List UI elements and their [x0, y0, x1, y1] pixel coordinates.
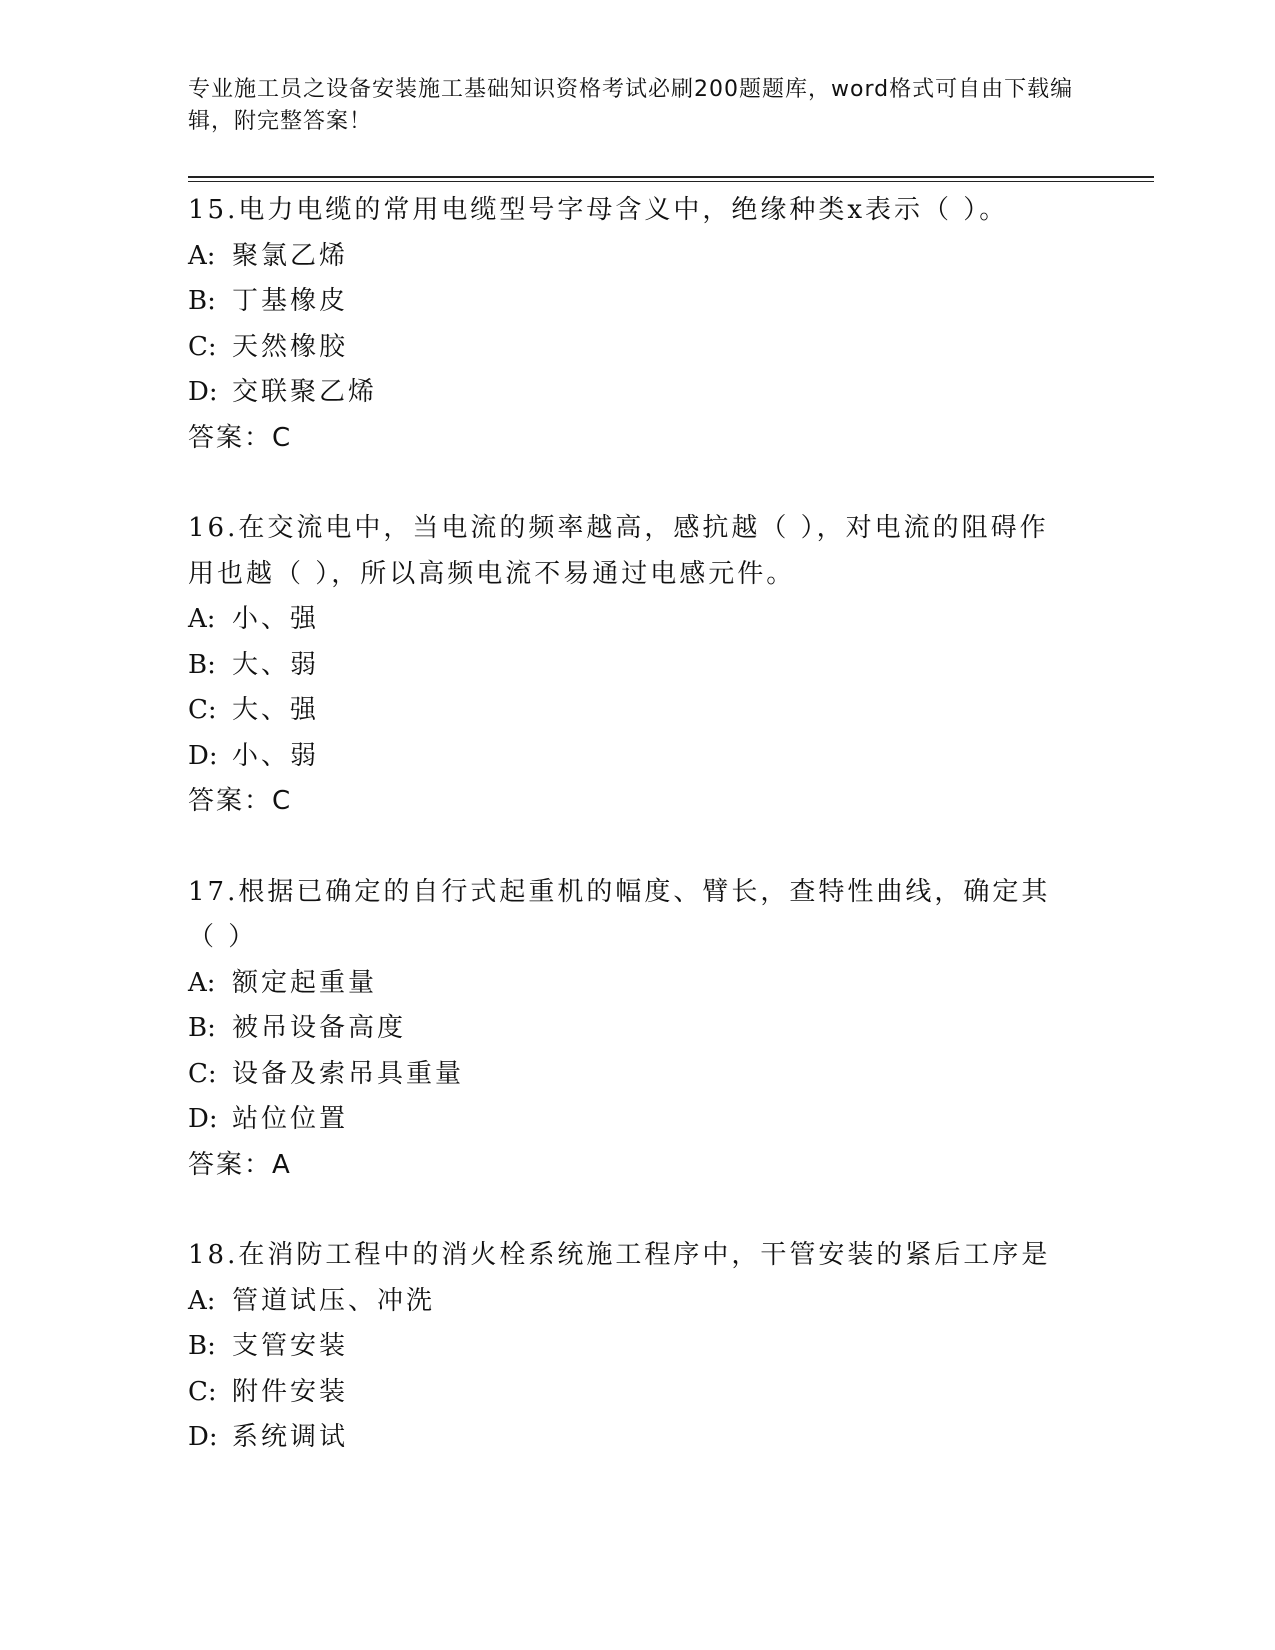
question-stem: 15.电力电缆的常用电缆型号字母含义中，绝缘种类x表示（ ）。 [188, 195, 1009, 225]
option-d [188, 734, 1068, 780]
answer-line: 答案：A [188, 1149, 292, 1180]
option-letter: A: [188, 967, 216, 998]
option-c [188, 688, 1068, 734]
option-text: 聚氯乙烯 [232, 240, 349, 271]
option-d [188, 370, 1068, 416]
question-spacer [188, 461, 1068, 506]
option-letter: C: [188, 1058, 217, 1089]
option-letter: D: [188, 740, 218, 771]
option-text: 额定起重量 [232, 967, 378, 998]
question-stem: 17.根据已确定的自行式起重机的幅度、臂长，查特性曲线，确定其（ ） [188, 876, 1051, 952]
option-text: 大、弱 [232, 649, 320, 680]
option-text: 天然橡胶 [232, 331, 349, 362]
question-stem: 18.在消防工程中的消火栓系统施工程序中，干管安装的紧后工序是 [188, 1240, 1051, 1270]
option-text: 附件安装 [232, 1376, 349, 1407]
option-letter: D: [188, 1422, 218, 1452]
option-d [188, 1415, 1068, 1461]
option-text: 小、强 [232, 604, 320, 634]
question-list [188, 188, 1068, 1461]
option-text: 小、弱 [232, 740, 320, 771]
option-letter: B: [188, 1331, 216, 1361]
option-text: 丁基橡皮 [232, 286, 349, 316]
option-letter: B: [188, 649, 216, 680]
question-spacer [188, 1188, 1068, 1233]
option-c [188, 1052, 1068, 1098]
option-b [188, 1324, 1068, 1370]
option-text: 系统调试 [232, 1422, 349, 1452]
option-letter: B: [188, 286, 216, 316]
option-letter: C: [188, 695, 217, 725]
option-letter: D: [188, 1104, 218, 1134]
option-letter: C: [188, 331, 217, 362]
answer-line: 答案：C [188, 422, 293, 453]
option-letter: B: [188, 1013, 216, 1043]
option-letter: C: [188, 1376, 217, 1407]
option-a [188, 961, 1068, 1007]
option-letter: D: [188, 377, 218, 407]
option-a [188, 234, 1068, 280]
option-letter: A: [188, 1285, 216, 1316]
question-18 [188, 1233, 1068, 1461]
option-b [188, 643, 1068, 689]
option-text: 设备及索吊具重量 [232, 1058, 465, 1089]
option-d [188, 1097, 1068, 1143]
answer-line: 答案：C [188, 786, 293, 816]
option-text: 管道试压、冲洗 [232, 1285, 436, 1316]
header-divider-thin [188, 181, 1154, 182]
option-c [188, 1370, 1068, 1416]
option-text: 站位位置 [232, 1104, 349, 1134]
header-divider-thick [188, 176, 1154, 178]
question-spacer [188, 825, 1068, 870]
question-16 [188, 506, 1068, 825]
option-text: 大、强 [232, 695, 320, 725]
option-text: 被吊设备高度 [232, 1013, 407, 1043]
option-letter: A: [188, 240, 216, 271]
option-a [188, 597, 1068, 643]
option-a [188, 1279, 1068, 1325]
document-header: 专业施工员之设备安装施工基础知识资格考试必刷200题题库，word格式可自由下载编辑，附完整答案！ [188, 77, 1074, 134]
option-b [188, 1006, 1068, 1052]
option-c [188, 325, 1068, 371]
question-17 [188, 870, 1068, 1189]
option-text: 支管安装 [232, 1331, 349, 1361]
question-15 [188, 188, 1068, 461]
question-stem: 16.在交流电中，当电流的频率越高，感抗越（ ），对电流的阻碍作用也越（ ），所以高频电流不易通过电感元件。 [188, 513, 1049, 589]
option-b [188, 279, 1068, 325]
option-text: 交联聚乙烯 [232, 377, 378, 407]
option-letter: A: [188, 604, 216, 634]
